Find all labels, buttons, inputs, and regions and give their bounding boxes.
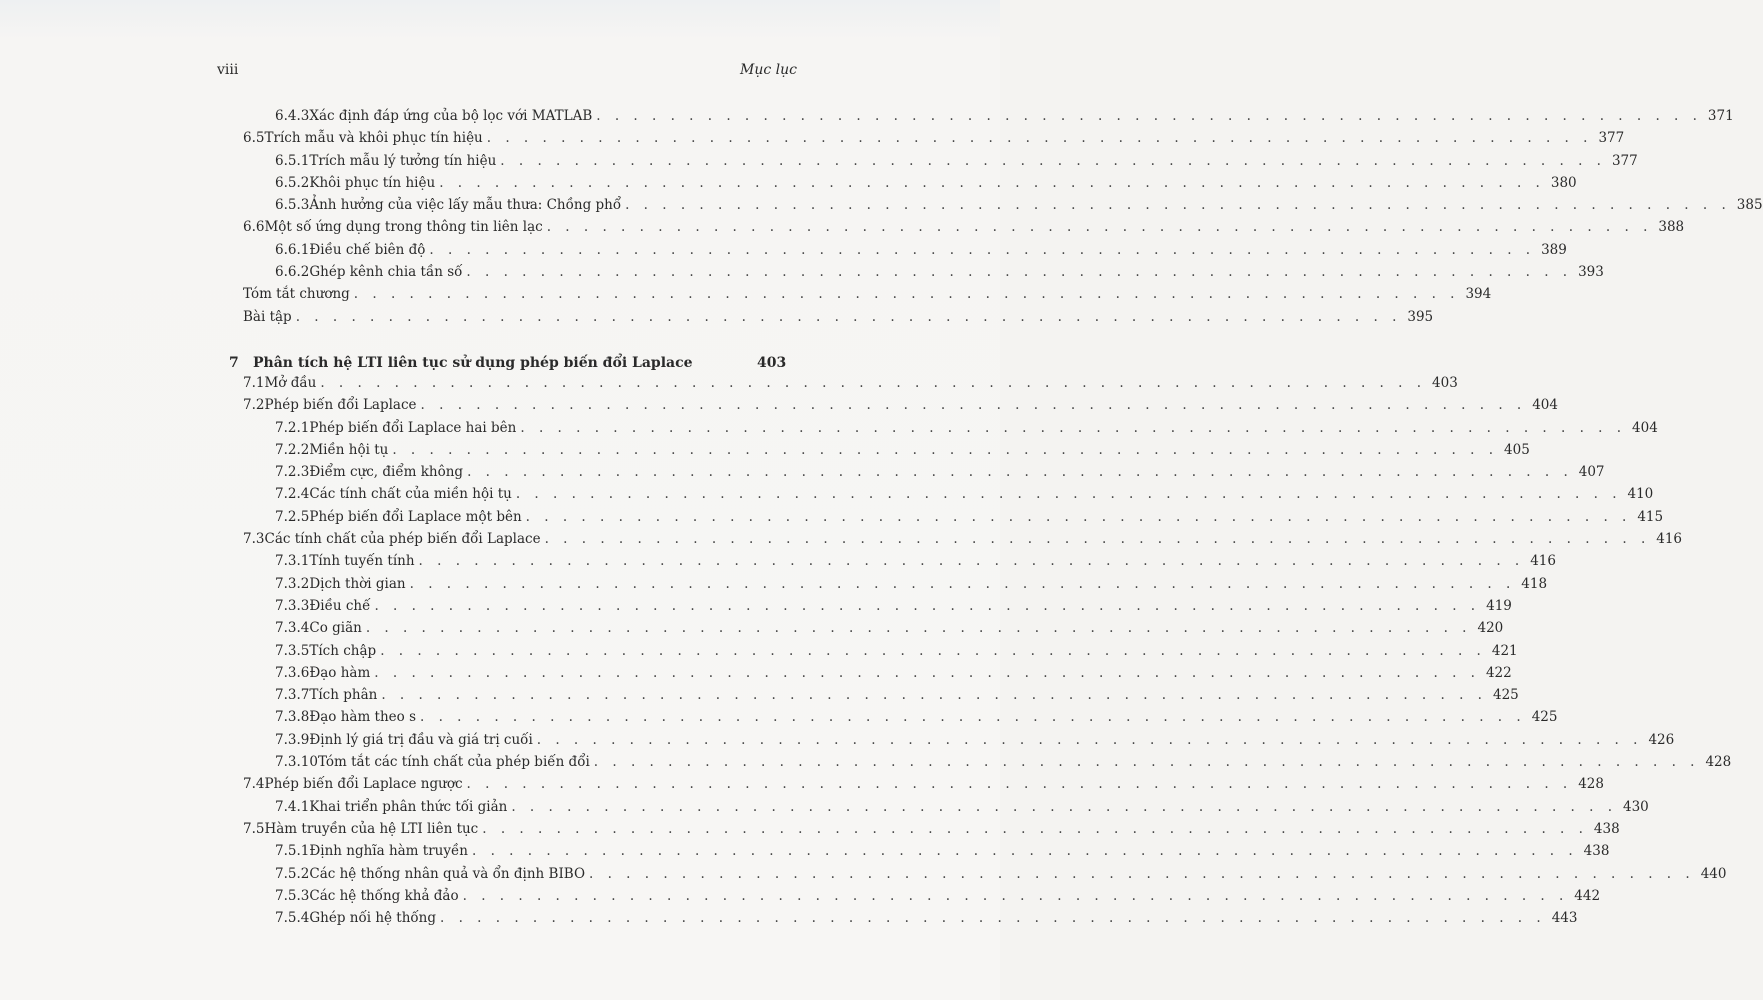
toc-leader-dots: . . . . . . . . . . . . . . . . . . . . . . . . . . . . . . . . . . . . . . . . . . . . . . . . . . . . . . . . . . . . [429, 241, 1536, 258]
toc-entry[interactable] [243, 709, 1558, 731]
toc-entry[interactable] [243, 776, 1604, 798]
toc-entry[interactable] [243, 197, 1763, 219]
toc-entry[interactable] [243, 754, 1732, 776]
toc-entry-title: Phân tích hệ LTI liên tục sử dụng phép biến đổi Laplace [253, 354, 693, 371]
toc-entry-number: 7.2.1 [275, 419, 310, 436]
toc-entry-page: 385 [1736, 197, 1763, 214]
toc-entry-page: 422 [1485, 664, 1512, 681]
toc-entry-page: 425 [1531, 709, 1558, 726]
toc-entry-number: 7.2.4 [275, 486, 310, 503]
toc-entry-number: 7.3.9 [275, 731, 310, 748]
toc-entry-page: 438 [1593, 820, 1620, 837]
toc-entry-number: 7.3 [243, 531, 265, 548]
toc-entry-title: Tích chập [309, 642, 377, 659]
toc-entry-title: Điều chế biên độ [309, 241, 426, 258]
toc-entry-number: 7.3.8 [275, 709, 310, 726]
toc-entry-title: Phép biến đổi Laplace [264, 397, 417, 414]
toc-entry-number: 7.5 [243, 820, 265, 837]
toc-entry-title: Tóm tắt chương [243, 286, 350, 303]
toc-entry[interactable] [243, 865, 1727, 888]
toc-entry-title: Miền hội tụ [309, 441, 389, 458]
toc-entry[interactable] [243, 531, 1683, 553]
toc-entry-page: 442 [1574, 887, 1601, 904]
toc-leader-dots: . . . . . . . . . . . . . . . . . . . . . . . . . . . . . . . . . . . . . . . . . . . . . . . . . . . . . . . . . . . . [515, 486, 1622, 503]
toc-entry[interactable] [243, 664, 1512, 687]
toc-entry-page: 421 [1491, 642, 1518, 659]
toc-leader-dots: . . . . . . . . . . . . . . . . . . . . . . . . . . . . . . . . . . . . . . . . . . . . . . . . . . . . . . . . . . . . [471, 843, 1578, 860]
toc-entry-page: 377 [1598, 130, 1625, 147]
toc-entry-page: 418 [1521, 575, 1548, 592]
toc-entry-title: Khôi phục tín hiệu [309, 174, 436, 191]
toc-entry-page: 438 [1583, 843, 1610, 860]
toc-entry[interactable] [243, 264, 1604, 286]
toc-entry-page: 403 [757, 354, 787, 371]
toc-entry-title: Phép biến đổi Laplace hai bên [309, 419, 517, 436]
toc-entry[interactable] [243, 887, 1601, 910]
toc-entry-title: Dịch thời gian [309, 575, 406, 592]
toc-entry-number: 7.4 [243, 776, 265, 793]
toc-entry-title: Trích mẫu lý tưởng tín hiệu [309, 152, 497, 169]
toc-entry-page: 419 [1486, 597, 1512, 614]
toc-entry-number: 6.6.1 [275, 241, 310, 258]
toc-entry-title: Tính tuyến tính [309, 553, 415, 570]
toc-entry[interactable] [243, 397, 1558, 419]
toc-leader-dots: . . . . . . . . . . . . . . . . . . . . . . . . . . . . . . . . . . . . . . . . . . . . . . . . . . . . . . . . . . . . [593, 754, 1700, 771]
toc-entry-page: 371 [1707, 108, 1734, 124]
toc-entry-number: 7.4.1 [275, 798, 310, 815]
toc-leader-dots: . . . . . . . . . . . . . . . . . . . . . . . . . . . . . . . . . . . . . . . . . . . . . . . . . . . . . . . . . . . . [525, 508, 1632, 525]
toc-entry-title: Tích phân [309, 687, 378, 704]
toc-entry[interactable] [243, 486, 1654, 508]
toc-entry-title: Ghép nối hệ thống [309, 910, 437, 927]
toc-entry[interactable] [243, 843, 1610, 865]
toc-entry-title: Các hệ thống khả đảo [309, 887, 459, 904]
toc-entry[interactable] [243, 108, 1734, 130]
toc-entry-title: Các hệ thống nhân quả và ổn định BIBO [309, 865, 586, 882]
toc-entry[interactable] [229, 341, 787, 375]
toc-entry-number: 7.3.7 [275, 687, 310, 704]
toc-entry-page: 443 [1551, 910, 1578, 927]
toc-leader-dots: . . . . . . . . . . . . . . . . . . . . . . . . . . . . . . . . . . . . . . . . . . . . . . . . . . . . . . . . . . . . [374, 597, 1481, 614]
toc-entry-title: Xác định đáp ứng của bộ lọc với MATLAB [309, 108, 593, 124]
toc-entry-title: Bài tập [243, 308, 292, 325]
toc-entry-title: Một số ứng dụng trong thông tin liên lạc [264, 219, 543, 236]
toc-entry-page: 430 [1623, 798, 1649, 815]
toc-leader-dots: . . . . . . . . . . . . . . . . . . . . . . . . . . . . . . . . . . . . . . . . . . . . . . . . . . . . . . . . . . . . [625, 197, 1731, 214]
toc-entry-title: Tóm tắt các tính chất của phép biến đổi [317, 754, 590, 771]
toc-leader-dots: . . . . . . . . . . . . . . . . . . . . . . . . . . . . . . . . . . . . . . . . . . . . . . . . . . . . . . . . . . . . [365, 620, 1472, 637]
toc-leader-dots: . . . . . . . . . . . . . . . . . . . . . . . . . . . . . . . . . . . . . . . . . . . . . . . . . . . . . . . . . . . . [392, 441, 1499, 458]
toc-leader-dots: . . . . . . . . . . . . . . . . . . . . . . . . . . . . . . . . . . . . . . . . . . . . . . . . . . . . . . . . . . . . [520, 419, 1627, 436]
toc-entry-number: 6.5.2 [275, 174, 310, 191]
toc-leader-dots: . . . . . . . . . . . . . . . . . . . . . . . . . . . . . . . . . . . . . . . . . . . . . . . . . . . . . . . . . . . . [440, 910, 1546, 927]
toc-entry-page: 389 [1541, 241, 1567, 258]
toc-entry-page: 377 [1611, 152, 1638, 169]
toc-leader-dots: . . . . . . . . . . . . . . . . . . . . . . . . . . . . . . . . . . . . . . . . . . . . . . . . . . . . . . . . . . . . [482, 820, 1588, 837]
toc-entry-number: 7.2.2 [275, 441, 310, 458]
toc-entry[interactable] [243, 419, 1658, 442]
toc-entry-number: 6.5.1 [275, 152, 310, 169]
toc-entry-number: 6.5 [243, 130, 265, 147]
toc-entry-page: 416 [1530, 553, 1556, 570]
table-of-contents [229, 108, 1763, 932]
toc-leader-dots: . . . . . . . . . . . . . . . . . . . . . . . . . . . . . . . . . . . . . . . . . . . . . . . . . . . . . . . . . . . . [466, 264, 1573, 281]
toc-entry-title: Đạo hàm [309, 664, 371, 681]
toc-leader-dots: . . . . . . . . . . . . . . . . . . . . . . . . . . . . . . . . . . . . . . . . . . . . . . . . . . . . . . . . . . . . [546, 219, 1653, 236]
toc-leader-dots: . . . . . . . . . . . . . . . . . . . . . . . . . . . . . . . . . . . . . . . . . . . . . . . . . . . . . . . . . . . . [486, 130, 1593, 147]
toc-entry-number: 7.5.4 [275, 910, 310, 927]
toc-leader-dots: . . . . . . . . . . . . . . . . . . . . . . . . . . . . . . . . . . . . . . . . . . . . . . . . . . . . . . . . . . . . [511, 798, 1617, 815]
toc-entry-title: Phép biến đổi Laplace một bên [309, 508, 522, 525]
toc-entry-title: Các tính chất của miền hội tụ [309, 486, 512, 503]
toc-entry[interactable] [243, 575, 1548, 598]
toc-entry[interactable] [243, 130, 1625, 152]
toc-entry[interactable] [243, 286, 1492, 308]
toc-entry-title: Định nghĩa hàm truyền [309, 843, 468, 860]
toc-entry[interactable] [243, 910, 1578, 932]
toc-leader-dots: . . . . . . . . . . . . . . . . . . . . . . . . . . . . . . . . . . . . . . . . . . . . . . . . . . . . . . . . . . . . [589, 865, 1695, 882]
toc-entry-number: 7.2 [243, 397, 265, 414]
toc-entry-page: 404 [1532, 397, 1558, 414]
toc-entry-page: 428 [1705, 754, 1732, 771]
toc-entry-number: 7 [229, 354, 239, 371]
toc-entry-page: 388 [1658, 219, 1685, 236]
toc-leader-dots: . . . . . . . . . . . . . . . . . . . . . . . . . . . . . . . . . . . . . . . . . . . . . . . . . . . . . . . . . . . . [320, 374, 1427, 391]
toc-entry[interactable] [243, 508, 1664, 531]
toc-entry-number: 6.6.2 [275, 264, 310, 281]
running-title: Mục lục [740, 62, 797, 78]
toc-leader-dots: . . . . . . . . . . . . . . . . . . . . . . . . . . . . . . . . . . . . . . . . . . . . . . . . . . . . . . . . . . . . [295, 308, 1402, 325]
toc-entry-title: Các tính chất của phép biến đổi Laplace [264, 531, 541, 548]
toc-entry-title: Ghép kênh chia tần số [309, 264, 463, 281]
toc-entry-number: 6.6 [243, 219, 265, 236]
toc-entry-number: 7.3.2 [275, 575, 310, 592]
toc-entry[interactable] [243, 219, 1685, 241]
toc-leader-dots: . . . . . . . . . . . . . . . . . . . . . . . . . . . . . . . . . . . . . . . . . . . . . . . . . . . . . . . . . . . . [380, 642, 1486, 659]
toc-entry[interactable] [243, 174, 1577, 197]
toc-entry-page: 393 [1578, 264, 1604, 281]
toc-entry-title: Điều chế [309, 597, 371, 614]
toc-entry[interactable] [243, 464, 1605, 486]
toc-leader-dots: . . . . . . . . . . . . . . . . . . . . . . . . . . . . . . . . . . . . . . . . . . . . . . . . . . . . . . . . . . . . [409, 575, 1516, 592]
toc-entry-page: 425 [1492, 687, 1519, 704]
toc-entry[interactable] [243, 642, 1518, 665]
toc-entry-number: 7.2.5 [275, 508, 310, 525]
toc-entry-number: 7.3.6 [275, 664, 310, 681]
toc-entry-page: 415 [1637, 508, 1664, 525]
toc-entry-number: 7.5.1 [275, 843, 310, 860]
toc-leader-dots: . . . . . . . . . . . . . . . . . . . . . . . . . . . . . . . . . . . . . . . . . . . . . . . . . . . . . . . . . . . . [420, 397, 1527, 414]
toc-entry-number: 6.5.3 [275, 197, 310, 214]
toc-leader-dots: . . . . . . . . . . . . . . . . . . . . . . . . . . . . . . . . . . . . . . . . . . . . . . . . . . . . . . . . . . . . [500, 152, 1606, 169]
toc-leader-dots: . . . . . . . . . . . . . . . . . . . . . . . . . . . . . . . . . . . . . . . . . . . . . . . . . . . . . . . . . . . . [466, 776, 1573, 793]
toc-entry[interactable] [243, 798, 1649, 821]
toc-leader-dots: . . . . . . . . . . . . . . . . . . . . . . . . . . . . . . . . . . . . . . . . . . . . . . . . . . . . . . . . . . . . [439, 174, 1545, 191]
toc-entry[interactable] [243, 241, 1567, 264]
toc-entry-page: 420 [1477, 620, 1504, 637]
toc-leader-dots: . . . . . . . . . . . . . . . . . . . . . . . . . . . . . . . . . . . . . . . . . . . . . . . . . . . . . . . . . . . . [536, 731, 1643, 748]
toc-entry-page: 428 [1578, 776, 1604, 793]
toc-leader-dots: . . . . . . . . . . . . . . . . . . . . . . . . . . . . . . . . . . . . . . . . . . . . . . . . . . . . . . . . . . . . [420, 709, 1526, 726]
toc-entry-number: 7.3.1 [275, 553, 310, 570]
toc-entry[interactable] [243, 308, 1434, 331]
toc-entry-number: 7.5.3 [275, 887, 310, 904]
toc-entry[interactable] [243, 687, 1519, 709]
page-header [217, 62, 797, 86]
toc-entry-title: Điểm cực, điểm không [309, 464, 464, 481]
toc-entry[interactable] [243, 152, 1638, 175]
toc-entry-number: 7.2.3 [275, 464, 310, 481]
toc-leader-dots: . . . . . . . . . . . . . . . . . . . . . . . . . . . . . . . . . . . . . . . . . . . . . . . . . . . . . . . . . . . . [353, 286, 1460, 303]
toc-entry-page: 394 [1465, 286, 1492, 303]
toc-entry-title: Mở đầu [264, 374, 317, 391]
toc-entry-title: Khai triển phân thức tối giản [309, 798, 508, 815]
toc-entry-page: 440 [1700, 865, 1727, 882]
toc-entry-title: Đạo hàm theo s [309, 709, 417, 726]
page-number: viii [217, 62, 239, 78]
toc-entry-page: 403 [1432, 374, 1458, 391]
toc-entry-page: 426 [1648, 731, 1675, 748]
toc-entry-title: Định lý giá trị đầu và giá trị cuối [309, 731, 533, 748]
toc-entry[interactable] [243, 553, 1556, 575]
toc-leader-dots: . . . . . . . . . . . . . . . . . . . . . . . . . . . . . . . . . . . . . . . . . . . . . . . . . . . . . . . . . . . . [544, 531, 1651, 548]
toc-entry[interactable] [243, 441, 1530, 464]
toc-entry-number: 7.3.4 [275, 620, 310, 637]
toc-entry[interactable] [243, 597, 1512, 620]
toc-entry[interactable] [243, 820, 1620, 843]
toc-entry[interactable] [243, 620, 1504, 642]
toc-entry-page: 395 [1407, 308, 1434, 325]
toc-entry-page: 405 [1504, 441, 1530, 458]
toc-leader-dots: . . . . . . . . . . . . . . . . . . . . . . . . . . . . . . . . . . . . . . . . . . . . . . . . . . . . . . . . . . . . [381, 687, 1487, 704]
toc-entry-page: 407 [1578, 464, 1605, 481]
toc-entry-page: 380 [1550, 174, 1577, 191]
toc-entry-number: 6.4.3 [275, 108, 310, 124]
toc-entry[interactable] [243, 374, 1458, 397]
toc-leader-dots: . . . . . . . . . . . . . . . . . . . . . . . . . . . . . . . . . . . . . . . . . . . . . . . . . . . . . . . . . . . . [596, 108, 1702, 124]
toc-entry-number: 7.5.2 [275, 865, 310, 882]
toc-entry-title: Trích mẫu và khôi phục tín hiệu [264, 130, 483, 147]
toc-leader-dots: . . . . . . . . . . . . . . . . . . . . . . . . . . . . . . . . . . . . . . . . . . . . . . . . . . . . . . . . . . . . [467, 464, 1573, 481]
toc-entry-title: Hàm truyền của hệ LTI liên tục [264, 820, 479, 837]
toc-leader-dots: . . . . . . . . . . . . . . . . . . . . . . . . . . . . . . . . . . . . . . . . . . . . . . . . . . . . . . . . . . . . [374, 664, 1480, 681]
toc-entry[interactable] [243, 731, 1675, 754]
toc-entry-title: Phép biến đổi Laplace ngược [264, 776, 463, 793]
toc-entry-number: 7.3.3 [275, 597, 310, 614]
toc-entry-number: 7.1 [243, 374, 265, 391]
toc-entry-number: 7.3.5 [275, 642, 310, 659]
toc-entry-number: 7.3.10 [275, 754, 318, 771]
toc-entry-page: 416 [1656, 531, 1683, 548]
toc-entry-title: Co giãn [309, 620, 362, 637]
toc-entry-page: 410 [1627, 486, 1654, 503]
toc-entry-title: Ảnh hưởng của việc lấy mẫu thưa: Chồng phổ [309, 197, 622, 214]
toc-leader-dots: . . . . . . . . . . . . . . . . . . . . . . . . . . . . . . . . . . . . . . . . . . . . . . . . . . . . . . . . . . . . [418, 553, 1525, 570]
toc-entry-page: 404 [1632, 419, 1658, 436]
toc-leader-dots: . . . . . . . . . . . . . . . . . . . . . . . . . . . . . . . . . . . . . . . . . . . . . . . . . . . . . . . . . . . . [462, 887, 1569, 904]
